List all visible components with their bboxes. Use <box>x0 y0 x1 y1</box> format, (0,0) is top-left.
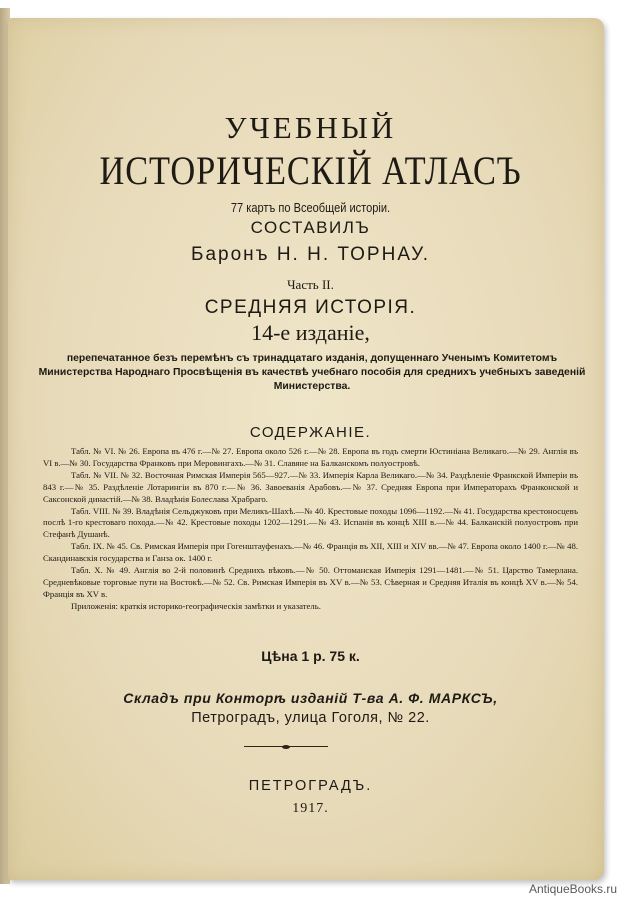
decorative-rule <box>244 746 328 747</box>
publisher-address: Петроградъ, улица Гоголя, № 22. <box>191 710 430 726</box>
contents-paragraph: Табл. IX. № 45. Св. Римская Имперія при Гогенштауфенахъ.—№ 46. Франція въ XII, XIII и XIV вв.—№ 47. Европа около 1400 г.—№ 48. Скандинавскія государства и Ганза ок. 1400 г. <box>43 541 578 564</box>
author-name: Баронъ Н. Н. ТОРНАУ. <box>191 244 430 265</box>
contents-heading: СОДЕРЖАНІЕ. <box>249 424 372 441</box>
publisher-warehouse: Складъ при Конторѣ изданій Т-ва А. Ф. МАРКСЪ, <box>123 690 498 706</box>
title-line-1: УЧЕБНЫЙ <box>224 110 397 145</box>
part-title: СРЕДНЯЯ ИСТОРІЯ. <box>204 297 417 318</box>
publication-city: ПЕТРОГРАДЪ. <box>248 778 373 794</box>
maps-subtitle: 77 картъ по Всеобщей исторіи. <box>230 200 391 215</box>
site-watermark: AntiqueBooks.ru <box>528 882 617 896</box>
edition-label: 14-е изданіе, <box>251 320 370 345</box>
compiled-by-label: СОСТАВИЛЪ <box>250 218 371 237</box>
contents-appendix: Приложенія: краткія историко-географическія замѣтки и указатель. <box>71 600 321 611</box>
contents-paragraph: Табл. № VII. № 32. Восточная Римская Имперія 565—927.—№ 33. Имперія Карла Великаго.—№ 34. Раздѣленіе Франкской Имперіи въ 843 г.—№ 35. Раздѣленіе Лотарингіи въ 870 г.—№ 36. Завоеванія Арабовъ.—№ 37. Средняя Европа при Императорахъ Франконской и Саксонской династій.—№ 38. Владѣнія Болеслава Храбраго. <box>43 469 578 504</box>
contents-list <box>43 446 578 613</box>
publication-year: 1917. <box>292 801 329 816</box>
price-label: Цѣна 1 р. 75 к. <box>261 648 360 664</box>
contents-paragraph: Табл. VIII. № 39. Владѣнія Сельджуковъ при Меликъ-Шахѣ.—№ 40. Крестовые походы 1096—1192.—№ 41. Государства крестоносцевъ послѣ 1-го крестоваго похода.—№ 42. Крестовые походы 1202—1291.—№ 43. Испанія въ концѣ XIII в.—№ 44. Балканскій полуостровъ при Стефанѣ Душанѣ. <box>43 505 578 540</box>
part-number: Часть II. <box>287 277 334 292</box>
contents-paragraph: Табл. X. № 49. Англія во 2-й половинѣ Среднихъ вѣковъ.—№ 50. Оттоманская Имперія 1291—1481.—№ 51. Царство Тамерлана. Средневѣковые торговые пути на Востокѣ.—№ 52. Св. Римская Имперія въ XV в.—№ 53. Сѣверная и Средняя Италія въ концѣ XV в.—№ 54. Франція въ XV в. <box>43 565 578 599</box>
approval-paragraph: перепечатанное безъ перемѣнъ съ тринадцатаго изданія, допущеннаго Ученымъ Комитетомъ Министерства Народнаго Просвѣщенія въ качествѣ учебнаго пособія для среднихъ учебныхъ заведеній Министерства. <box>38 353 586 392</box>
contents-paragraph: Табл. № VI. № 26. Европа въ 476 г.—№ 27. Европа около 526 г.—№ 28. Европа въ годъ смерти Юстиніана Великаго.—№ 29. Англія въ VI в.—№ 30. Государства Франковъ при Меровингахъ.—№ 31. Славяне на Балканскомъ полуостровѣ. <box>43 446 578 468</box>
title-line-2: ИСТОРИЧЕСКІЙ АТЛАСЪ <box>99 148 522 193</box>
